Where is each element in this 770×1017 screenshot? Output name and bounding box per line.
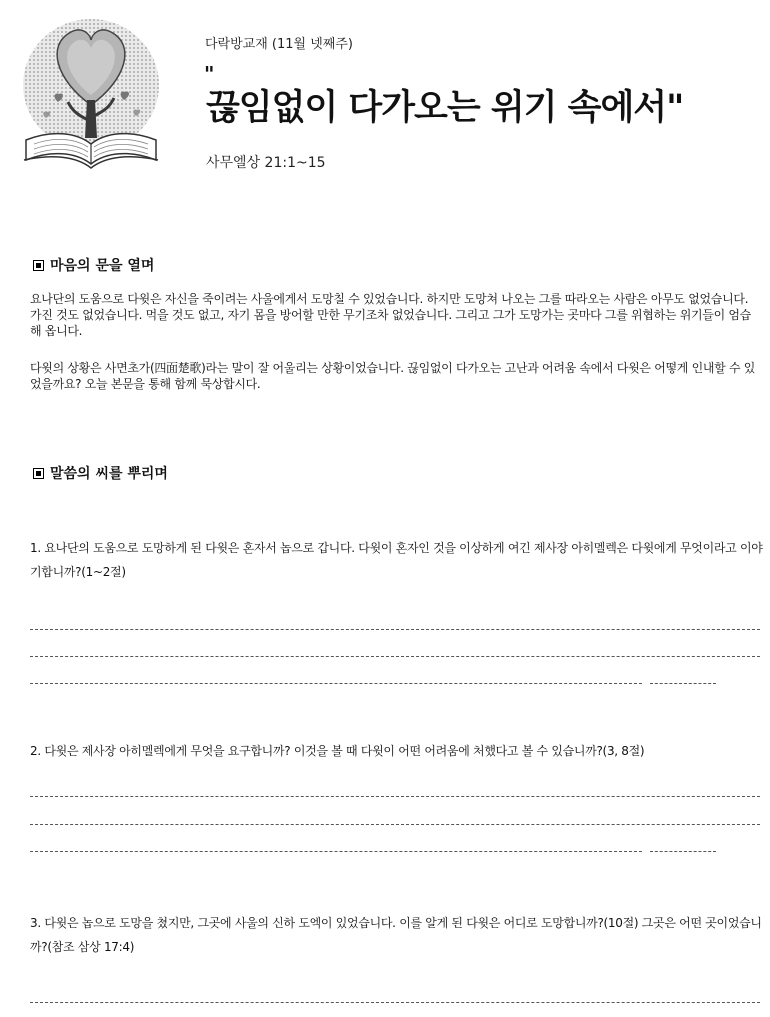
question-3: 3. 다윗은 놉으로 도망을 쳤지만, 그곳에 사울의 신하 도엑이 있었습니다. 이를 알게 된 다윗은 어디로 도망합니까?(10절) 그곳은 어떤 곳이었습니까?(참조 삼상 17:4) (30, 916, 762, 954)
question-2: 2. 다윗은 제사장 아히멜렉에게 무엇을 요구합니까? 이것을 볼 때 다윗이 어떤 어려움에 처했다고 볼 수 있습니까?(3, 8절) (30, 744, 645, 758)
answer-line[interactable] (650, 683, 716, 684)
scripture-reference: 사무엘상 21:1~15 (206, 155, 326, 171)
intro-paragraph-1: 요나단의 도움으로 다윗은 자신을 죽이려는 사울에게서 도망칠 수 있었습니다. 하지만 도망쳐 나오는 그를 따라오는 사람은 아무도 없었습니다. 가진 것도 없었습니다. 먹을 것도 없고, 자기 몸을 방어할 만한 무기조차 없었습니다. 그리고 그가 도망가는 곳마다 그를 위협하는 위기들이 엄습해 옵니다. (30, 292, 751, 338)
answer-line[interactable] (30, 1002, 760, 1003)
square-bullet-icon (33, 260, 44, 271)
section-heading-sow-word (33, 463, 168, 483)
question-1: 1. 요나단의 도움으로 도망하게 된 다윗은 혼자서 놉으로 갑니다. 다윗이 혼자인 것을 이상하게 여긴 제사장 아히멜렉은 다윗에게 무엇이라고 이야기합니까?(1~2절) (30, 541, 763, 579)
section-heading-label: 말씀의 씨를 뿌리며 (50, 466, 168, 482)
answer-line[interactable] (650, 851, 716, 852)
answer-line[interactable] (30, 851, 642, 852)
intro-paragraph-2: 다윗의 상황은 사면초가(四面楚歌)라는 말이 잘 어울리는 상황이었습니다. 끊임없이 다가오는 고난과 어려움 속에서 다윗은 어떻게 인내할 수 있었을까요? 오늘 본문을 통해 함께 묵상합시다. (30, 361, 756, 391)
page-title: 끊임없이 다가오는 위기 속에서" (206, 88, 684, 128)
answer-line[interactable] (30, 796, 760, 797)
title-open-quote: " (204, 62, 215, 86)
section-heading-label: 마음의 문을 열며 (50, 258, 155, 274)
answer-line[interactable] (30, 629, 760, 630)
square-bullet-icon (33, 468, 44, 479)
heart-tree-book-illustration (16, 10, 166, 172)
answer-line[interactable] (30, 683, 642, 684)
lesson-subtitle: 다락방교재 (11월 넷째주) (205, 37, 353, 52)
answer-line[interactable] (30, 824, 760, 825)
section-heading-open-heart (33, 255, 154, 275)
answer-line[interactable] (30, 656, 760, 657)
